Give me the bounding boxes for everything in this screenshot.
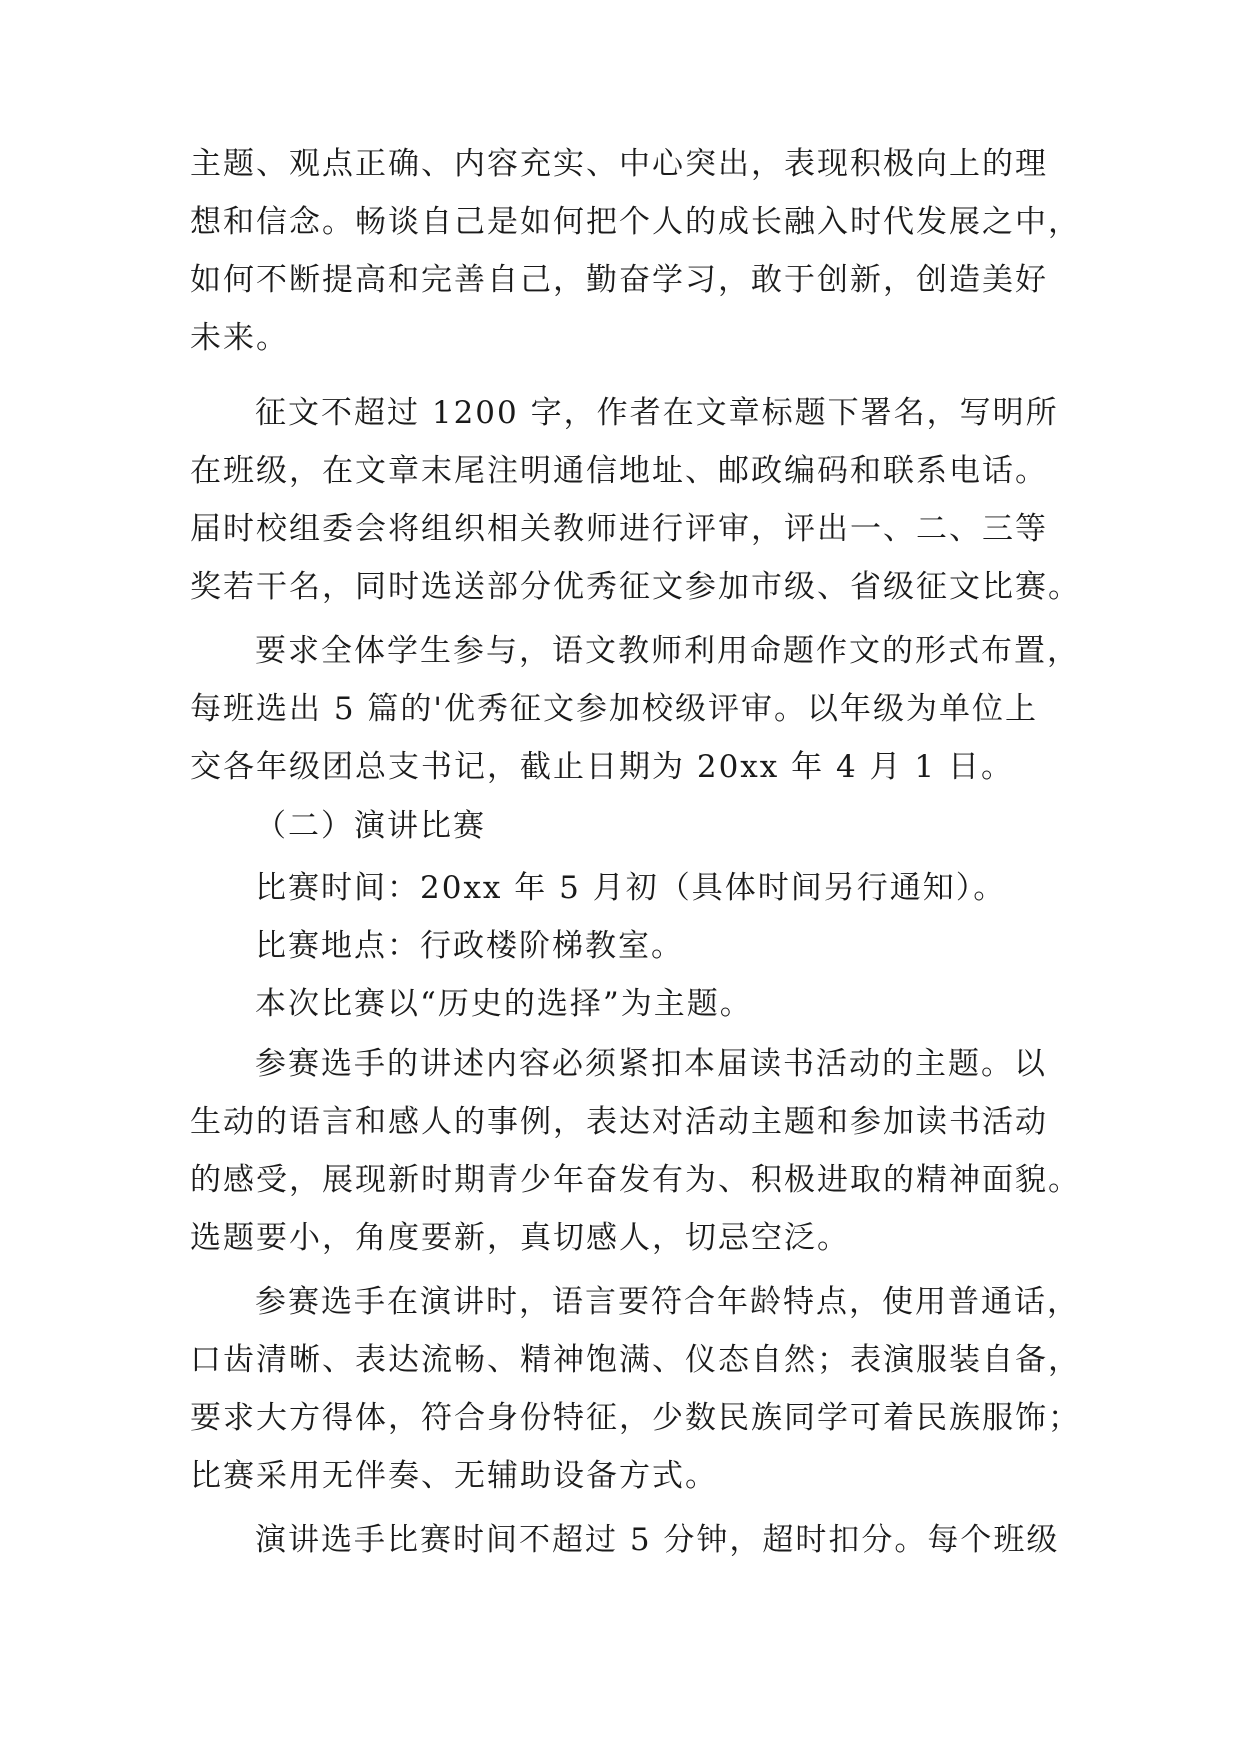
paragraph-line: 届时校组委会将组织相关教师进行评审，评出一、二、三等 (190, 511, 1048, 547)
paragraph-line: 每班选出 5 篇的'优秀征文参加校级评审。以年级为单位上 (190, 691, 1038, 727)
paragraph-line: 比赛采用无伴奏、无辅助设备方式。 (190, 1458, 718, 1494)
paragraph-line: 要求大方得体，符合身份特征，少数民族同学可着民族服饰； (190, 1400, 1081, 1436)
paragraph-line: 演讲选手比赛时间不超过 5 分钟，超时扣分。每个班级 (255, 1522, 1060, 1558)
paragraph-line: 未来。 (190, 320, 289, 356)
paragraph-line: 主题、观点正确、内容充实、中心突出，表现积极向上的理 (190, 146, 1048, 182)
paragraph-line: 选题要小，角度要新，真切感人，切忌空泛。 (190, 1220, 850, 1256)
paragraph-line: 本次比赛以“历史的选择”为主题。 (255, 986, 753, 1022)
paragraph-line: 口齿清晰、表达流畅、精神饱满、仪态自然；表演服装自备， (190, 1342, 1081, 1378)
paragraph-line: 征文不超过 1200 字，作者在文章标题下署名，写明所 (255, 395, 1059, 431)
paragraph-line: 比赛时间：20xx 年 5 月初（具体时间另行通知）。 (255, 870, 1007, 906)
paragraph-line: 要求全体学生参与，语文教师利用命题作文的形式布置， (255, 633, 1080, 669)
paragraph-line: 参赛选手在演讲时，语言要符合年龄特点，使用普通话， (255, 1284, 1080, 1320)
paragraph-line: 在班级，在文章末尾注明通信地址、邮政编码和联系电话。 (190, 453, 1048, 489)
section-heading: （二）演讲比赛 (255, 808, 486, 844)
paragraph-line: 如何不断提高和完善自己，勤奋学习，敢于创新，创造美好 (190, 262, 1048, 298)
paragraph-line: 比赛地点：行政楼阶梯教室。 (255, 928, 684, 964)
paragraph-line: 参赛选手的讲述内容必须紧扣本届读书活动的主题。以 (255, 1046, 1047, 1082)
paragraph-line: 交各年级团总支书记，截止日期为 20xx 年 4 月 1 日。 (190, 749, 1014, 785)
paragraph-line: 的感受，展现新时期青少年奋发有为、积极进取的精神面貌。 (190, 1162, 1081, 1198)
paragraph-line: 想和信念。畅谈自己是如何把个人的成长融入时代发展之中， (190, 204, 1081, 240)
paragraph-line: 生动的语言和感人的事例，表达对活动主题和参加读书活动 (190, 1104, 1048, 1140)
paragraph-line: 奖若干名，同时选送部分优秀征文参加市级、省级征文比赛。 (190, 569, 1081, 605)
